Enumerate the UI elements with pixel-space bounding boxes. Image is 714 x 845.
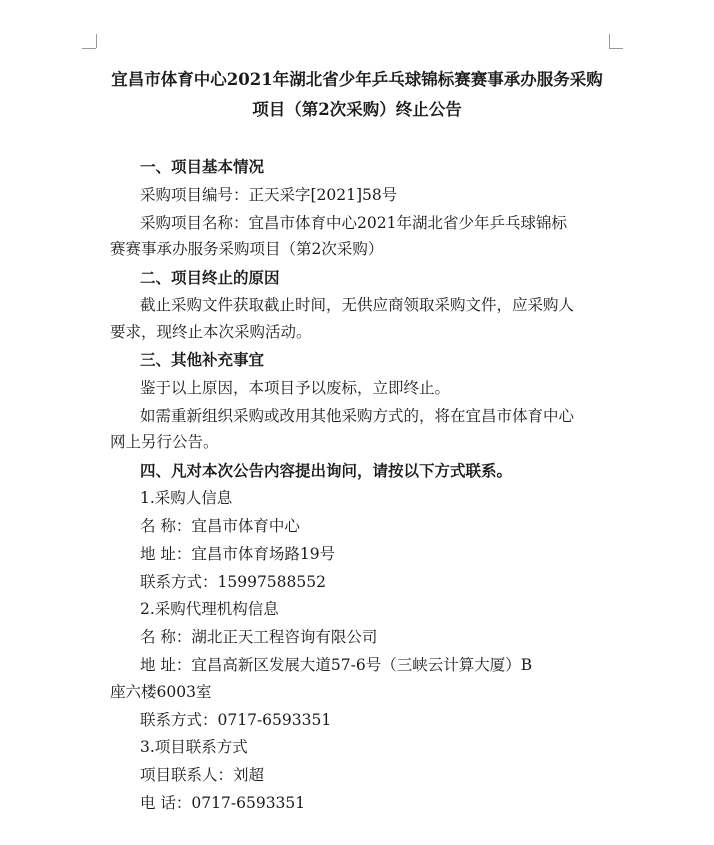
section-4-heading: 四、凡对本次公告内容提出询问，请按以下方式联系。	[140, 461, 513, 480]
purchaser-contact: 联系方式：15997588552	[140, 573, 326, 591]
agency-info-label: 2.采购代理机构信息	[140, 600, 279, 618]
crop-mark-top-left	[96, 34, 97, 48]
crop-mark-top-left	[82, 48, 96, 49]
section-1-heading: 一、项目基本情况	[140, 157, 265, 176]
project-contact-label: 3.项目联系方式	[140, 738, 248, 756]
agency-address-line-1: 地 址：宜昌高新区发展大道57-6号（三峡云计算大厦）B	[140, 656, 533, 674]
crop-mark-top-right	[609, 48, 623, 49]
supplementary-item-2-line-2: 网上另行公告。	[110, 433, 219, 451]
project-name-line-1: 采购项目名称：宜昌市体育中心2021年湖北省少年乒乓球锦标	[140, 214, 567, 232]
purchaser-address: 地 址：宜昌市体育场路19号	[140, 545, 336, 563]
project-number: 采购项目编号：正天采字[2021]58号	[140, 186, 398, 204]
project-contact-phone: 电 话：0717-6593351	[140, 794, 306, 812]
agency-contact: 联系方式：0717-6593351	[140, 711, 332, 729]
project-contact-person: 项目联系人：刘超	[140, 766, 265, 784]
crop-mark-top-right	[609, 34, 610, 48]
termination-reason-line-2: 要求，现终止本次采购活动。	[110, 323, 312, 341]
project-name-line-2: 赛赛事承办服务采购项目（第2次采购）	[110, 240, 384, 258]
section-3-heading: 三、其他补充事宜	[140, 350, 265, 369]
supplementary-item-2-line-1: 如需重新组织采购或改用其他采购方式的，将在宜昌市体育中心	[140, 407, 575, 425]
termination-reason-line-1: 截止采购文件获取截止时间，无供应商领取采购文件，应采购人	[140, 296, 575, 314]
purchaser-name: 名 称：宜昌市体育中心	[140, 517, 300, 535]
supplementary-item-1: 鉴于以上原因，本项目予以废标，立即终止。	[140, 379, 451, 397]
agency-name: 名 称：湖北正天工程咨询有限公司	[140, 628, 378, 646]
purchaser-info-label: 1.采购人信息	[140, 489, 233, 507]
agency-address-line-2: 座六楼6003室	[110, 683, 212, 701]
document-title-line-2: 项目（第2次采购）终止公告	[252, 100, 462, 119]
document-title-line-1: 宜昌市体育中心2021年湖北省少年乒乓球锦标赛赛事承办服务采购	[111, 70, 603, 89]
section-2-heading: 二、项目终止的原因	[140, 268, 280, 287]
